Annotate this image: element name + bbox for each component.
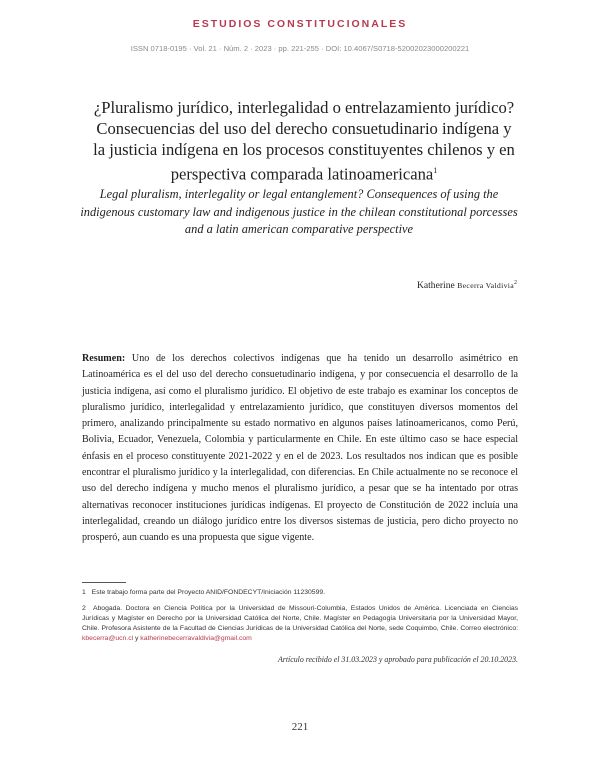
journal-name: ESTUDIOS CONSTITUCIONALES (192, 18, 408, 30)
footnote-number: 1 (82, 589, 86, 596)
footnote-text: Abogada. Doctora en Ciencia Política por la Universidad de Missouri-Columbia, Estados Unidos de América. Licenciada en Ciencias Jurídicas y Magíster en Derecho por la Universidad Católica del Norte, Chile. Magíster en Pedagogía Universitaria por la Universidad Mayor, Chile. Profesora Asistente de la Facultad de Ciencias Jurídicas de la Universidad Católica del Norte, sede Coquimbo, Chile. Correo electrónico: (82, 605, 519, 632)
email-joiner: y (135, 635, 139, 642)
abstract-label: Resumen: (82, 353, 126, 364)
footnote-text: Este trabajo forma parte del Proyecto ANID/FONDECYT/Iniciación 11230599. (91, 589, 326, 596)
article-title-text: ¿Pluralismo jurídico, interlegalidad o entrelazamiento jurídico? Consecuencias del uso del derecho consuetudinario indígena y la justicia indígena en los procesos constituyentes chilenos y en perspectiva comparada latinoamericana (93, 98, 515, 184)
email-link-institutional[interactable]: kbecerra@ucn.cl (82, 635, 134, 642)
footnote-divider (82, 582, 126, 583)
abstract-text: Uno de los derechos colectivos indígenas que ha tenido un desarrollo asimétrico en Latinoamérica es el del uso del derecho consuetudinario indígena, y por consecuencia el desarrollo de la justicia indígena, así como el pluralismo jurídico. El objetivo de este trabajo es examinar los conceptos de pluralismo jurídico, interlegalidad y entrelazamiento jurídico, que constituyen diversos momentos del primero, analizando principalmente su estado normativo en algunos países latinoamericanos, como Perú, Bolivia, Ecuador, Venezuela, Colombia y particularmente en Chile. En este último caso se hace especial énfasis en el proceso constituyente 2021-2022 y en el de 2023. Los resultados nos indican que es posible encontrar el pluralismo jurídico y la interlegalidad, con diferencias. En Chile actualmente no se reconoce el uso del derecho indígena y mucho menos el pluralismo jurídico, a pesar que se ha intentado por otras alternativas reconocer instituciones jurídicas indígenas. El proyecto de Constitución de 2022 incluía una interlegalidad, creando un diálogo jurídico entre los diversos sistemas de justicia, pero dicho proyecto no prosperó, aun cuando es una propuesta que sigue vigente. (82, 353, 518, 544)
issn-doi-line: ISSN 0718-0195 · Vol. 21 · Núm. 2 · 2023 · pp. 221-255 · DOI: 10.4067/S0718-52002023000200221 (130, 44, 470, 53)
article-title (90, 97, 518, 185)
author-byline (417, 280, 517, 291)
footnote-1 (82, 588, 518, 598)
page-number: 221 (291, 721, 309, 733)
title-footnote-ref[interactable]: 1 (433, 166, 438, 175)
footnote-2 (82, 604, 518, 644)
author-last-name: Becerra Valdivia (457, 281, 514, 291)
footnotes (82, 588, 518, 650)
received-date: Artículo recibido el 31.03.2023 y aprobado para publicación el 20.10.2023. (277, 655, 518, 664)
footnote-number: 2 (82, 605, 86, 612)
author-first-name: Katherine (416, 280, 455, 292)
article-subtitle: Legal pluralism, interlegality or legal entanglement? Consequences of using the indigenous customary law and indigenous justice in the chilean constitutional porcesses and a latin american comparative perspective (80, 187, 518, 236)
author-footnote-ref[interactable]: 2 (514, 280, 517, 286)
abstract (82, 351, 518, 547)
email-link-personal[interactable]: katherinebecerravaldivia@gmail.com (140, 635, 252, 642)
